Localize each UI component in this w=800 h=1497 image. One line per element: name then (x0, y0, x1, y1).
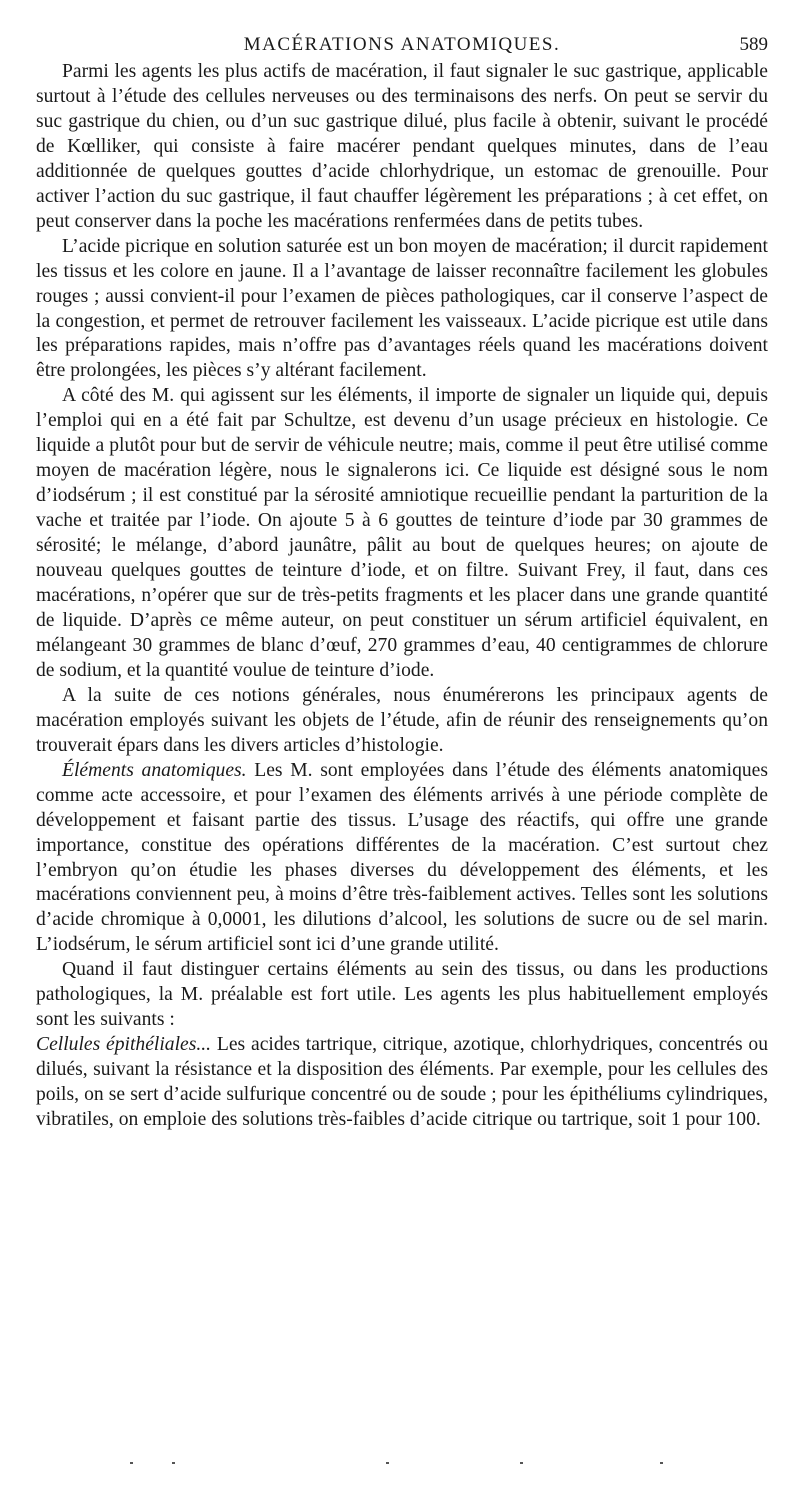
speck (386, 1462, 389, 1464)
paragraph-elements-anatomiques-text: Les M. sont employées dans l’étude des éléments anatomiques comme acte accessoire, et pour l’examen des éléments arrivés à une période complète de développement et faisant partie des tissus. L’usage des réactifs, qui offre une grande importance, constitue des opérations différentes de la macération. C’est surtout chez l’embryon qu’on étudie les phases diverses du développement des éléments, et les macérations conviennent peu, à moins d’être très-faiblement actives. Telles sont les solutions d’acide chromique à 0,0001, les dilutions d’alcool, les solutions de sucre ou de sel marin. L’iodsérum, le sérum artificiel sont ici d’une grande utilité. (36, 759, 768, 956)
paragraph-elements-anatomiques (36, 759, 768, 959)
footer-specks (0, 1462, 800, 1466)
paragraph-suc-gastrique: Parmi les agents les plus actifs de macération, il faut signaler le suc gastrique, applicable surtout à l’étude des cellules nerveuses ou des terminaisons des nerfs. On peut se servir du suc gastrique du chien, ou d’un suc gastrique dilué, plus facile à obtenir, suivant le procédé de Kœlliker, qui consiste à faire macérer pendant quelques minutes, dans de l’eau additionnée de quelques gouttes d’acide chlorhydrique, un estomac de grenouille. Pour activer l’action du suc gastrique, il faut chauffer légèrement les préparations ; à cet effet, on peut conserver dans la poche les macérations renfermées dans de petits tubes. (36, 61, 768, 232)
running-head (36, 28, 768, 60)
paragraph-iodserum: A côté des M. qui agissent sur les éléments, il importe de signaler un liquide qui, depuis l’emploi qui en a été fait par Schultze, est devenu d’un usage précieux en histologie. Ce liquide a plutôt pour but de servir de véhicule neutre; mais, comme il peut être utilisé comme moyen de macération légère, nous le signalerons ici. Ce liquide est désigné sous le nom d’iodsérum ; il est constitué par la sérosité amniotique recueillie pendant la parturition de la vache et traitée par l’iode. On ajoute 5 à 6 gouttes de teinture d’iode par 30 grammes de sérosité; le mélange, d’abord jaunâtre, pâlit au bout de quelques heures; on ajoute de nouveau quelques gouttes de teinture d’iode, et on filtre. Suivant Frey, il faut, dans ces macérations, n’opérer que sur de très-petits fragments et les placer dans une grande quantité de liquide. D’après ce même auteur, on peut constituer un sérum artificiel équivalent, en mélangeant 30 grammes de blanc d’œuf, 270 grammes d’eau, 40 centigrammes de chlorure de sodium, et la quantité voulue de teinture d’iode. (36, 385, 768, 681)
paragraph-acide-picrique: L’acide picrique en solution saturée est un bon moyen de macération; il durcit rapidement les tissus et les colore en jaune. Il a l’avantage de laisser reconnaître facilement les globules rouges ; aussi convient-il pour l’examen de pièces pathologiques, car il conserve l’aspect de la congestion, et permet de retrouver facilement les vaisseaux. L’acide picrique est utile dans les préparations rapides, mais n’offre pas d’avantages réels quand les macérations doivent être prolongées, les pièces s’y altérant facilement. (36, 235, 768, 382)
speck (172, 1462, 175, 1464)
running-title: MACÉRATIONS ANATOMIQUES. (243, 34, 561, 55)
page-number: 589 (739, 34, 768, 55)
speck (520, 1462, 523, 1464)
paragraph-cellules-epitheliales (36, 1033, 768, 1133)
speck (130, 1462, 133, 1464)
speck (660, 1462, 663, 1464)
body-text (36, 60, 768, 1133)
paragraph-notions-generales: A la suite de ces notions générales, nous énumérerons les principaux agents de macération employés suivant les objets de l’étude, afin de réunir des renseignements qu’on trouverait épars dans les divers articles d’histologie. (36, 684, 768, 756)
section-heading-cellules-epitheliales: Cellules épithéliales... (36, 1034, 212, 1056)
section-heading-elements-anatomiques: Éléments anatomiques. (62, 759, 247, 781)
paragraph-distinguer-elements: Quand il faut distinguer certains éléments au sein des tissus, ou dans les productions pathologiques, la M. préalable est fort utile. Les agents les plus habituellement employés sont les suivants : (36, 959, 768, 1031)
page (36, 28, 768, 1133)
paragraph-cellules-epitheliales-text: Les acides tartrique, citrique, azotique, chlorhydriques, concentrés ou dilués, suivant la résistance et la disposition des éléments. Par exemple, pour les cellules des poils, on se sert d’acide sulfurique concentré ou de soude ; pour les épithéliums cylindriques, vibratiles, on emploie des solutions très-faibles d’acide citrique ou tartrique, soit 1 pour 100. (36, 1034, 768, 1131)
